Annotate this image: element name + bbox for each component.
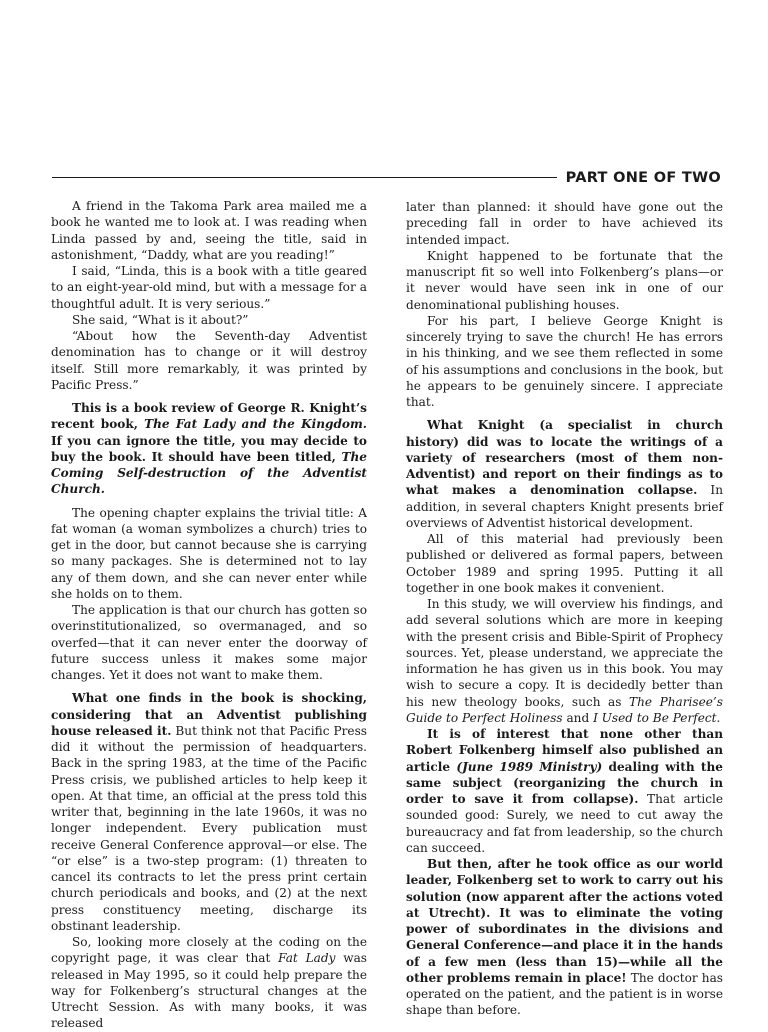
book-title: The Fat Lady and the Kingdom. [144, 417, 367, 432]
body-text: and [562, 710, 594, 725]
left-column [51, 198, 367, 1032]
bold-text: It is of interest that none other than Robert Folkenberg himself also published an article [406, 727, 723, 774]
running-header: PART ONE OF TWO [565, 170, 721, 186]
paragraph: The application is that our church has gotten so overinstitutionalized, so overmanaged, and so overfed—that it can never enter the doorway of future success unless it makes some major changes. Yet it does not want to make them. [51, 603, 367, 682]
paragraph-review-intro [51, 400, 367, 498]
alt-title: The Coming Self-destruction of the Adventist Church. [51, 449, 367, 497]
book-title: Fat Lady [278, 951, 336, 966]
paragraph [406, 856, 723, 1019]
bold-text: What one finds in the book is shocking, considering that an Adventist publishing house released it. [51, 691, 367, 738]
paragraph: For his part, I believe George Knight is sincerely trying to save the church! He has errors in his thinking, and we see them reflected in some of his assumptions and conclusions in the book, but he appears to be genuinely sincere. I appreciate that. [406, 313, 723, 409]
body-text: was released in May 1995, so it could help prepare the way for Folkenberg’s structural changes at the Utrecht Session. As with many books, it was released [51, 951, 367, 1031]
body-text: So, looking more closely at the coding on the copyright page, it was clear that [51, 935, 367, 966]
paragraph [51, 934, 367, 1032]
bold-text: But then, after he took office as our world leader, Folkenberg set to work to carry out his solution (now apparent after the actions voted at Utrecht). It was to eliminate the voting power of subordinates in the divisions and General Conference—and place it in the hands of a few men (less than 15)—while all the other problems remain in place! [406, 857, 723, 985]
paragraph [406, 726, 723, 856]
paragraph: A friend in the Takoma Park area mailed me a book he wanted me to look at. I was reading when Linda passed by and, seeing the title, said in astonishment, “Daddy, what are you reading!” [51, 199, 367, 262]
header-rule [52, 177, 557, 178]
bold-text: What Knight (a specialist in church history) did was to locate the writings of a variety of researchers (most of them non-Adventist) and report on their findings as to what makes a denomination collapse. [406, 418, 723, 498]
bold-text: If you can ignore the title, you may decide to buy the book. It should have been titled, [51, 433, 367, 464]
body-text: In addition, in several chapters Knight presents brief overviews of Adventist historical development. [406, 483, 723, 530]
citation: (June 1989 Ministry) [456, 759, 603, 774]
body-text: That article sounded good: Surely, we need to cut away the bureaucracy and fat from leadership, so the church can succeed. [406, 792, 723, 855]
paragraph: later than planned: it should have gone out the preceding fall in order to have achieved its intended impact. [406, 200, 723, 247]
book-title: I Used to Be Perfect. [593, 710, 721, 725]
body-text: The doctor has operated on the patient, and the patient is in worse shape than before. [406, 970, 724, 1018]
paragraph: Knight happened to be fortunate that the manuscript fit so well into Folkenberg’s plans—or it never would have seen ink in one of our denominational publishing houses. [406, 248, 723, 312]
body-text: In this study, we will overview his findings, and add several solutions which are more in keeping with the present crisis and Bible-Spirit of Prophecy sources. Yet, please understand, we appreciate the information he has given us in this book. You may wish to secure a copy. It is decidedly better than his new theology books, such as [406, 597, 723, 709]
body-text: But think not that Pacific Press did it without the permission of headquarters. Back in the spring 1983, at the time of the Pacific Press crisis, we published articles to help keep it open. At that time, an official at the press told this writer that, beginning in the late 1960s, it was no longer independent. Every publication must receive General Conference approval—or else. The “or else” is a two-step program: (1) threaten to cancel its contracts to let the press print certain church periodicals and books, and (2) at the next press constituency meeting, discharge its obstinant leadership. [51, 723, 367, 933]
paragraph [406, 596, 723, 726]
paragraph: I said, “Linda, this is a book with a title geared to an eight-year-old mind, but with a message for a thoughtful adult. It is very serious.” [51, 264, 367, 311]
paragraph: She said, “What is it about?” [72, 312, 249, 327]
bold-text: dealing with the same subject (reorganizing the church in order to save it from collapse). [406, 759, 723, 806]
bold-text: This is a book review of George R. Knight’s recent book, [51, 401, 367, 432]
paragraph: The opening chapter explains the trivial title: A fat woman (a woman symbolizes a church) tries to get in the door, but cannot because she is carrying so many packages. She is determined not to lay any of them down, and she can never enter while she holds on to them. [51, 505, 367, 601]
paragraph: “About how the Seventh-day Adventist denomination has to change or it will destroy itself. Still more remarkably, it was printed by Pacific Press.” [51, 329, 367, 392]
paragraph: All of this material had previously been published or delivered as formal papers, between October 1989 and spring 1995. Putting it all together in one book makes it convenient. [406, 532, 723, 595]
paragraph [406, 417, 723, 531]
paragraph [51, 690, 367, 934]
book-title: The Pharisee’s Guide to Perfect Holiness [406, 694, 723, 725]
right-column [406, 199, 723, 1019]
